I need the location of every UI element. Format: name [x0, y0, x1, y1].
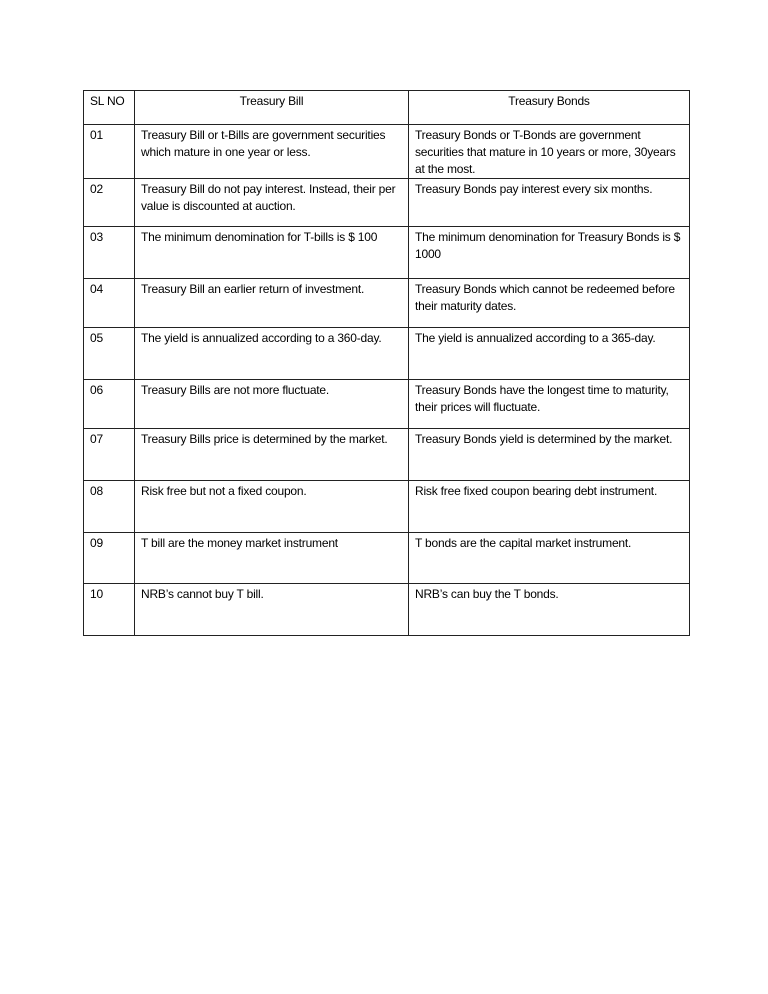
cell-treasury-bill: NRB’s cannot buy T bill.	[135, 584, 409, 636]
cell-treasury-bonds: Treasury Bonds yield is determined by the market.	[409, 429, 690, 481]
header-sl-no: SL NO	[84, 91, 135, 125]
cell-treasury-bonds: Treasury Bonds or T-Bonds are government securities that mature in 10 years or more, 30years at the most.	[409, 125, 690, 179]
table-row	[84, 584, 690, 636]
cell-treasury-bill: Treasury Bills price is determined by the market.	[135, 429, 409, 481]
cell-treasury-bill: Treasury Bill an earlier return of investment.	[135, 279, 409, 328]
table-row	[84, 125, 690, 179]
table-row	[84, 429, 690, 481]
cell-treasury-bill: T bill are the money market instrument	[135, 533, 409, 584]
cell-treasury-bill: Treasury Bills are not more fluctuate.	[135, 380, 409, 429]
cell-treasury-bonds: NRB’s can buy the T bonds.	[409, 584, 690, 636]
cell-sl-no: 05	[84, 328, 135, 380]
cell-treasury-bill: The yield is annualized according to a 360-day.	[135, 328, 409, 380]
cell-treasury-bonds: Treasury Bonds have the longest time to maturity, their prices will fluctuate.	[409, 380, 690, 429]
cell-sl-no: 04	[84, 279, 135, 328]
cell-sl-no: 08	[84, 481, 135, 533]
cell-sl-no: 02	[84, 179, 135, 227]
table-row	[84, 179, 690, 227]
cell-treasury-bonds: T bonds are the capital market instrument.	[409, 533, 690, 584]
table-row	[84, 328, 690, 380]
cell-treasury-bonds: The yield is annualized according to a 365-day.	[409, 328, 690, 380]
table-row	[84, 380, 690, 429]
cell-treasury-bill: Risk free but not a fixed coupon.	[135, 481, 409, 533]
cell-sl-no: 06	[84, 380, 135, 429]
cell-treasury-bonds: The minimum denomination for Treasury Bonds is $ 1000	[409, 227, 690, 279]
header-treasury-bill: Treasury Bill	[135, 91, 409, 125]
table-row	[84, 481, 690, 533]
table-row	[84, 227, 690, 279]
cell-treasury-bonds: Treasury Bonds pay interest every six months.	[409, 179, 690, 227]
cell-sl-no: 03	[84, 227, 135, 279]
table-row	[84, 279, 690, 328]
table-header-row	[84, 91, 690, 125]
cell-treasury-bonds: Treasury Bonds which cannot be redeemed before their maturity dates.	[409, 279, 690, 328]
cell-sl-no: 10	[84, 584, 135, 636]
cell-treasury-bill: Treasury Bill or t-Bills are government securities which mature in one year or less.	[135, 125, 409, 179]
header-treasury-bonds: Treasury Bonds	[409, 91, 690, 125]
cell-treasury-bonds: Risk free fixed coupon bearing debt instrument.	[409, 481, 690, 533]
table-row	[84, 533, 690, 584]
cell-treasury-bill: The minimum denomination for T-bills is $ 100	[135, 227, 409, 279]
cell-treasury-bill: Treasury Bill do not pay interest. Instead, their per value is discounted at auction.	[135, 179, 409, 227]
cell-sl-no: 01	[84, 125, 135, 179]
cell-sl-no: 09	[84, 533, 135, 584]
cell-sl-no: 07	[84, 429, 135, 481]
comparison-table	[83, 90, 690, 636]
